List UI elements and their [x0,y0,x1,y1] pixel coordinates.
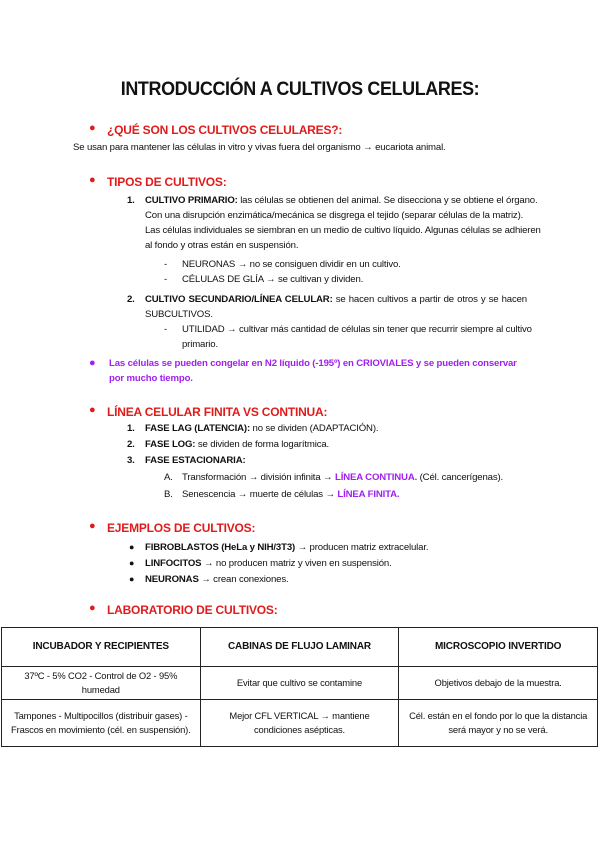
text-line: las células se obtienen del animal. Se disecciona y se obtiene el órgano. [240,195,538,206]
bullet-icon: ● [89,602,96,614]
list-number [127,437,135,452]
text-line: se dividen de forma logarítmica. [195,439,330,450]
bullet-icon: ● [129,574,135,584]
text-line: no se dividen (ADAPTACIÓN). [250,423,379,434]
dash-icon: - [164,259,168,270]
note-text: y se pueden conservar [413,358,517,369]
term-fase-estacionaria: FASE ESTACIONARIA: [145,455,246,466]
section-label: EJEMPLOS DE CULTIVOS: [107,521,256,535]
sub-item-senescencia [182,487,399,502]
table-cell [2,700,201,747]
text-line: Senescencia → muerte de células → [182,489,338,500]
dash-icon: - [164,324,168,335]
term-fase-log: FASE LOG: [145,439,196,450]
section-label: LABORATORIO DE CULTIVOS: [107,603,278,617]
section-label: TIPOS DE CULTIVOS: [107,175,227,189]
text-line: se hacen cultivos a partir de otros y se hacen [335,294,527,305]
term-cultivo-primario: CULTIVO PRIMARIO: [145,195,238,206]
cell-line: Cél. están en el fondo por lo que la distancia [409,710,588,721]
bullet-icon: ● [89,357,96,369]
sub-letter: A. [164,472,173,483]
bullet-icon: ● [89,404,96,416]
sub-item-neuronas: NEURONAS → no se consiguen dividir en un cultivo. [182,259,401,270]
bullet-icon: ● [129,542,135,552]
cell-line: será mayor y no se verá. [448,724,548,735]
note-crioviales: CRIOVIALES [356,358,414,369]
term-neuronas: NEURONAS [145,574,199,585]
table-row [2,667,598,700]
list-number-text: 1. [127,423,135,434]
list-number-text: 2. [127,439,135,450]
lab-equipment-table [1,627,598,747]
phase-lag [145,421,378,436]
sub-item-glia: CÉLULAS DE GLÍA → se cultivan y dividen. [182,274,364,285]
list-number-text: 3. [127,455,135,466]
text-line: Transformación → división infinita → [182,472,335,483]
secondary-line-2: SUBCULTIVOS. [145,309,213,320]
section-label: LÍNEA CELULAR FINITA VS CONTINUA: [107,405,328,419]
page-title: INTRODUCCIÓN A CULTIVOS CELULARES: [120,78,480,100]
term-fase-lag: FASE LAG (LATENCIA): [145,423,251,434]
cell-line: Frascos en movimiento (cél. en suspensión). [11,724,191,735]
list-number [127,453,135,468]
table-header: CABINAS DE FLUJO LAMINAR [200,628,399,667]
primary-line-4: al fondo y otras están en suspensión. [145,240,299,251]
list-item-cultivo-secundario [127,292,135,307]
table-row [2,700,598,747]
secondary-line-1 [145,292,527,307]
bullet-icon: ● [89,174,96,186]
highlight-linea-continua: LÍNEA CONTINUA. [334,472,418,483]
table-cell: Objetivos debajo de la muestra. [399,667,598,700]
bullet-icon: ● [129,558,135,568]
table-cell: Evitar que cultivo se contamine [200,667,399,700]
sub-item-transformacion [182,470,503,485]
table-cell [200,700,399,747]
dash-icon: - [164,274,168,285]
sub-item-utilidad-cont: primario. [182,339,218,350]
term-fibroblastos: FIBROBLASTOS (HeLa y NIH/3T3) [145,542,296,553]
note-congelar-cont: por mucho tiempo. [109,373,193,384]
phase-estacionaria [145,453,246,468]
text-line: → crean conexiones. [198,574,289,585]
list-number: 1. [127,195,135,206]
text-line: → no producen matriz y viven en suspensión. [201,558,392,569]
text-line: (Cél. cancerígenas). [417,472,504,483]
cell-line: Mejor CFL VERTICAL → mantiene [229,710,370,721]
primary-line-2: Con una disrupción enzimática/mecánica se disgrega el tejido (separar células de la matriz). [145,210,524,221]
term-linfocitos: LINFOCITOS [145,558,202,569]
sub-letter: B. [164,489,173,500]
cell-line: condiciones asépticas. [253,724,345,735]
cell-line: Tampones - Multipocillos (distribuir gases) - [14,710,188,721]
primary-line-3: Las células individuales se siembran en un medio de cultivo líquido. Algunas células se adhieren [145,225,541,236]
term-cultivo-secundario: CULTIVO SECUNDARIO/LÍNEA CELULAR: [145,294,333,305]
table-header: MICROSCOPIO INVERTIDO [399,628,598,667]
example-fibroblastos [145,540,428,555]
example-linfocitos [145,556,392,571]
example-neuronas [145,572,289,587]
section-label: ¿QUÉ SON LOS CULTIVOS CELULARES?: [107,123,343,137]
list-number [127,421,135,436]
table-header-row [2,628,598,667]
sub-item-utilidad: UTILIDAD → cultivar más cantidad de células sin tener que recurrir siempre al cultivo [182,324,532,335]
note-congelar [109,356,517,371]
text-line: → producen matriz extracelular. [295,542,429,553]
primary-line-1 [145,193,538,208]
phase-log [145,437,329,452]
bullet-icon: ● [89,122,96,134]
table-cell [399,700,598,747]
bullet-icon: ● [89,520,96,532]
definition-text: Se usan para mantener las células in vitro y vivas fuera del organismo → eucariota animal. [73,142,446,153]
highlight-linea-finita: LÍNEA FINITA. [337,489,400,500]
table-cell: 37ºC - 5% CO2 - Control de O2 - 95% humedad [2,667,201,700]
list-item-cultivo-primario [127,193,135,208]
note-text: Las células se pueden congelar en N2 líquido (-195º) en [109,358,357,369]
table-header: INCUBADOR Y RECIPIENTES [2,628,201,667]
list-number: 2. [127,294,135,305]
